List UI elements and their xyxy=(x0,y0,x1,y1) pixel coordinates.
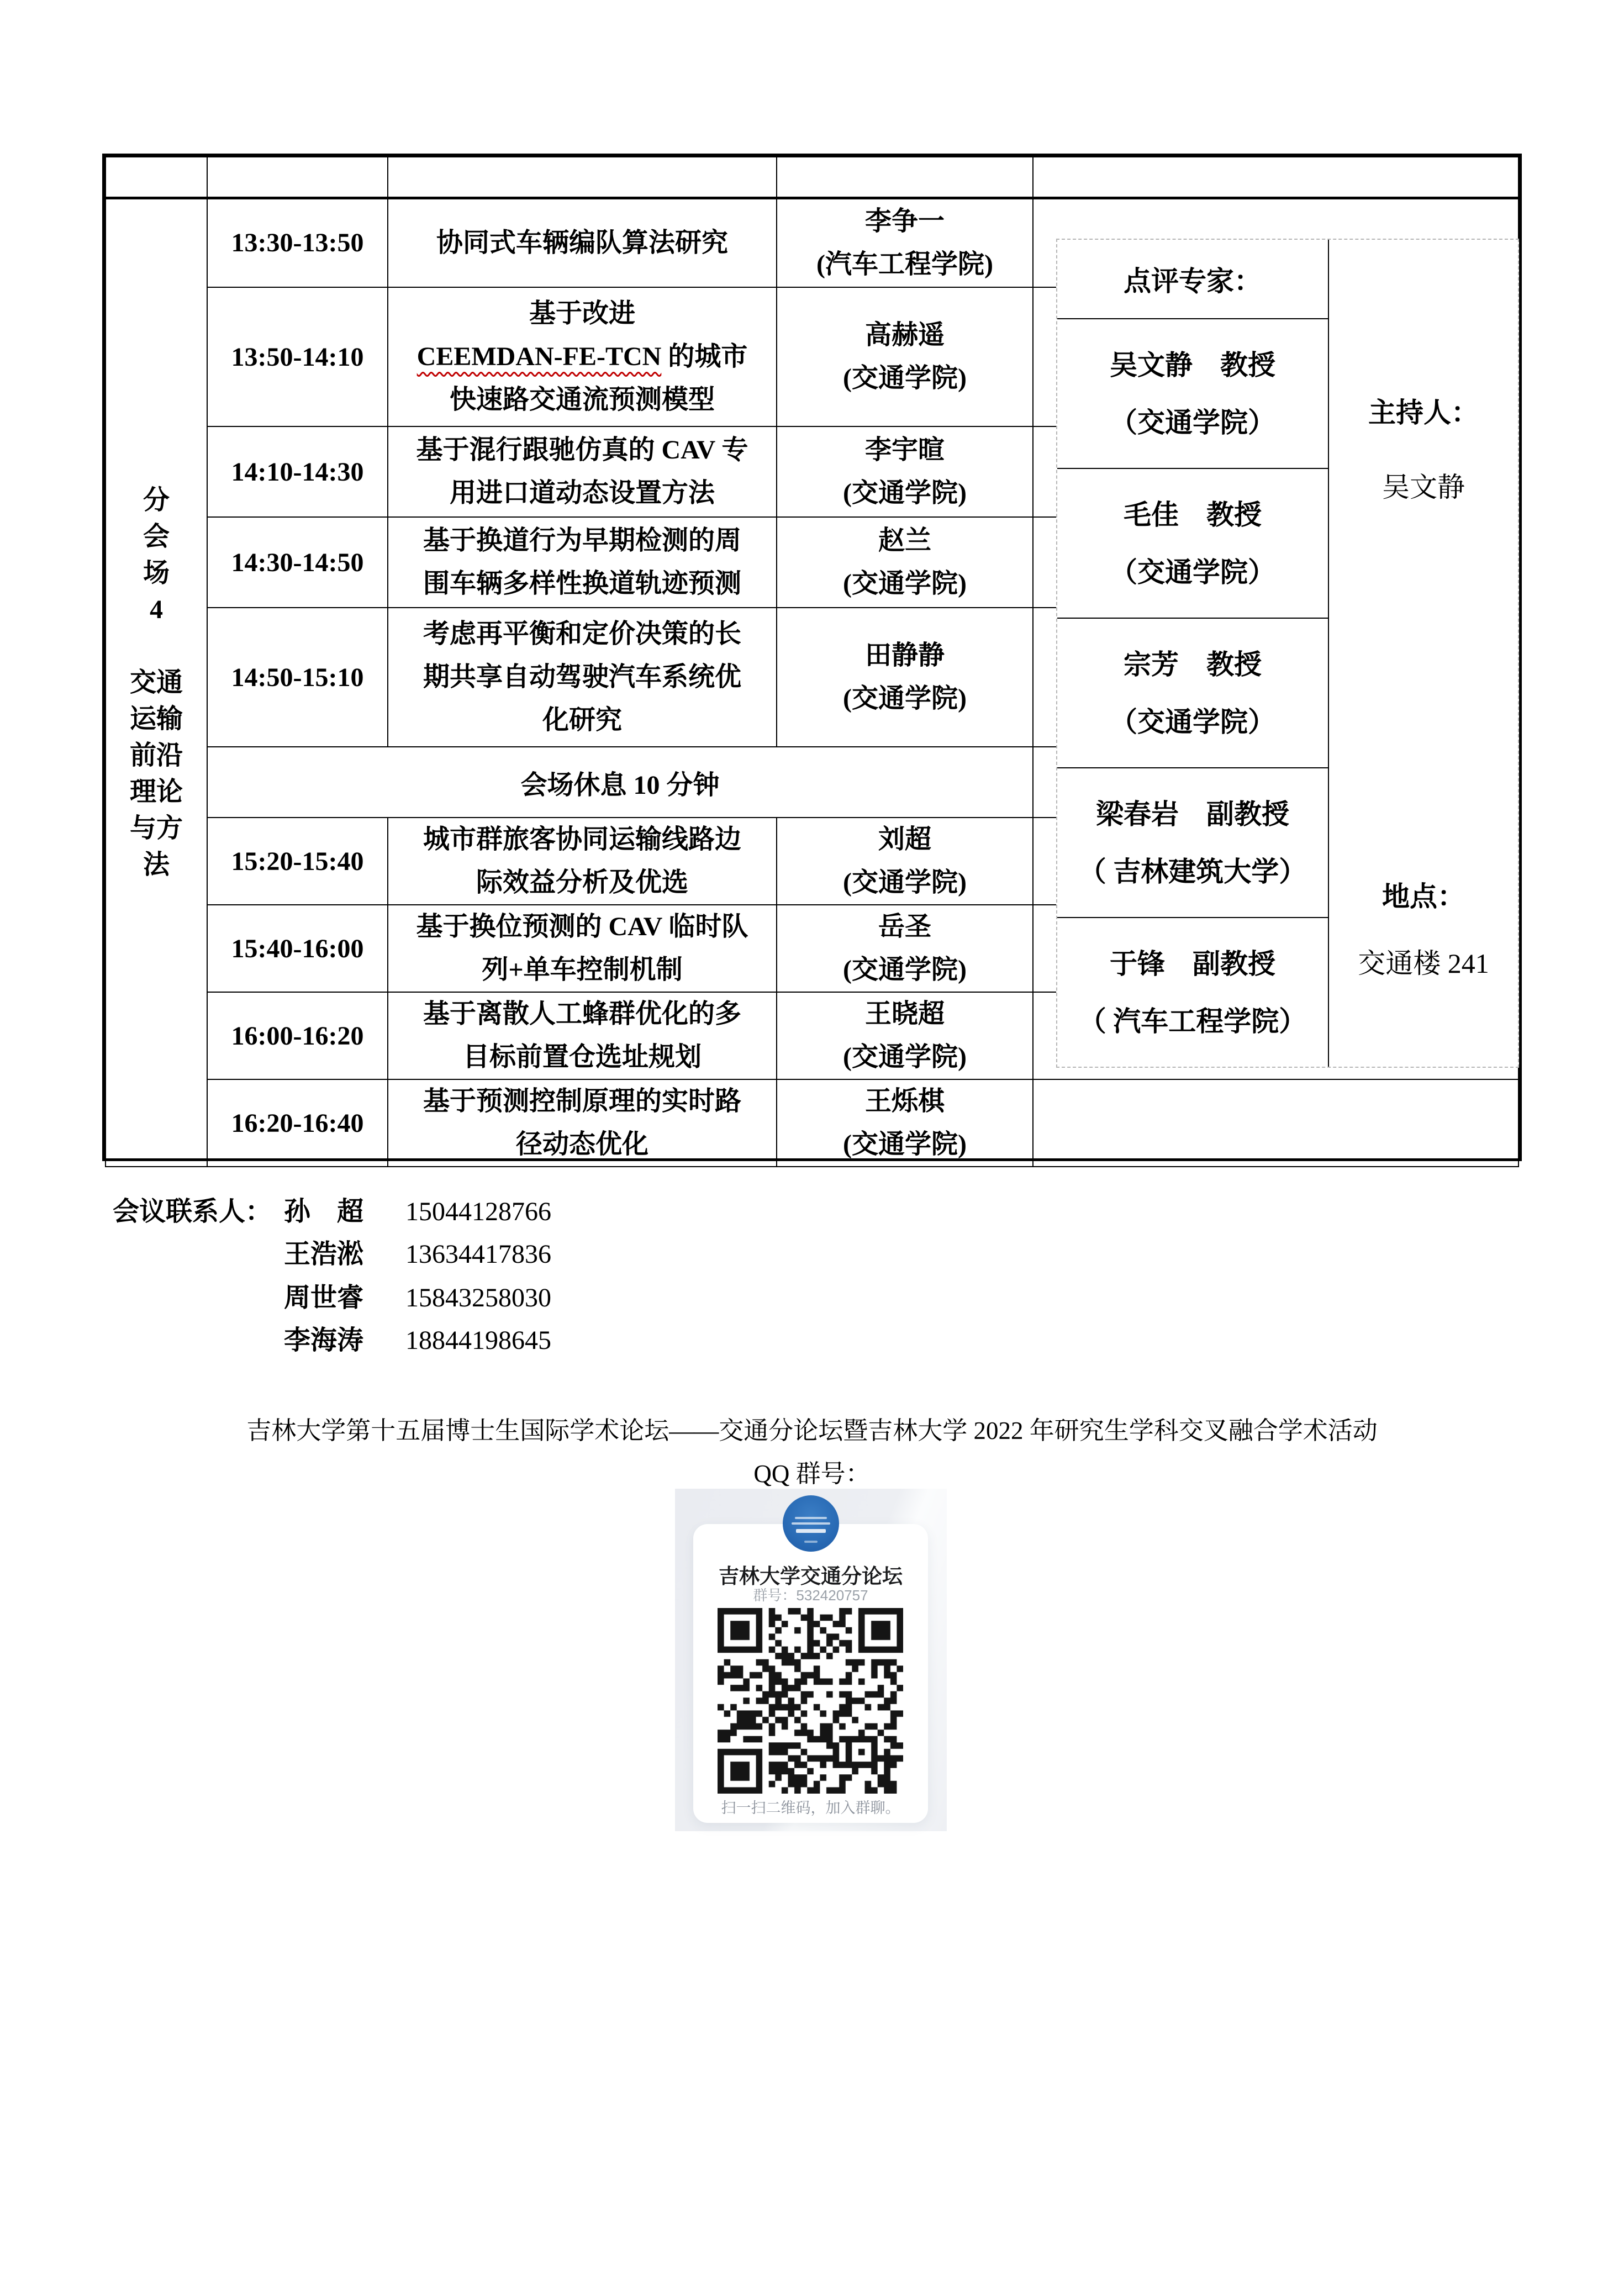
qr-card xyxy=(693,1524,928,1823)
contact-row xyxy=(0,1235,1624,1274)
host-name: 吴文静 xyxy=(1382,472,1465,503)
time-cell: 13:50-14:10 xyxy=(207,287,388,426)
continuation-empty-cell xyxy=(106,157,207,198)
time-cell: 14:50-15:10 xyxy=(207,608,388,747)
qr-screenshot-background xyxy=(675,1489,947,1831)
host-column xyxy=(1329,240,1518,1067)
continuation-empty-cell xyxy=(1033,157,1518,198)
contact-phone: 15843258030 xyxy=(405,1283,551,1312)
venue-value: 交通楼 241 xyxy=(1358,948,1489,979)
talk-title-cell: 基于换道行为早期检测的周 围车辆多样性换道轨迹预测 xyxy=(388,517,777,608)
time-cell: 15:20-15:40 xyxy=(207,818,388,905)
contact-name: 孙 超 xyxy=(284,1197,364,1226)
contact-name: 李海涛 xyxy=(284,1326,364,1355)
venue-label: 地点： xyxy=(1382,881,1465,912)
qr-group-number: 群号：532420757 xyxy=(753,1587,868,1604)
contacts-label: 会议联系人： xyxy=(113,1197,272,1226)
continuation-empty-cell xyxy=(777,157,1033,198)
contact-row xyxy=(0,1321,1624,1361)
talk-title-cell: 城市群旅客协同运输线路边 际效益分析及优选 xyxy=(388,818,777,905)
contact-row xyxy=(0,1192,1624,1232)
experts-header: 点评专家： xyxy=(1124,266,1262,297)
experts-column xyxy=(1057,240,1329,1067)
speaker-cell: 王烁棋 (交通学院) xyxy=(777,1079,1033,1167)
expert-item: 吴文静 教授 （交通学院） xyxy=(1057,318,1328,468)
continuation-empty-cell xyxy=(207,157,388,198)
session-break-cell: 会场休息 10 分钟 xyxy=(207,747,1033,818)
speaker-cell: 李争一 (汽车工程学院) xyxy=(777,198,1033,287)
continuation-empty-cell xyxy=(388,157,777,198)
expert-item: 于锋 副教授 （ 汽车工程学院） xyxy=(1057,917,1328,1067)
contact-phone: 18844198645 xyxy=(405,1326,551,1355)
time-cell: 14:30-14:50 xyxy=(207,517,388,608)
panel-backdrop-cell xyxy=(1033,1079,1518,1167)
experts-host-panel xyxy=(1056,239,1519,1068)
qr-card-title: 吉林大学交通分论坛 xyxy=(719,1565,903,1588)
time-cell: 15:40-16:00 xyxy=(207,905,388,992)
talk-title-cell: 考虑再平衡和定价决策的长 期共享自动驾驶汽车系统优 化研究 xyxy=(388,608,777,747)
speaker-cell: 李宇暄 (交通学院) xyxy=(777,426,1033,517)
speaker-cell: 高赫遥 (交通学院) xyxy=(777,287,1033,426)
qr-code xyxy=(718,1608,903,1794)
qr-caption: 扫一扫二维码，加入群聊。 xyxy=(721,1800,900,1816)
talk-title-cell: 基于混行跟驰仿真的 CAV 专 用进口道动态设置方法 xyxy=(388,426,777,517)
time-cell: 14:10-14:30 xyxy=(207,426,388,517)
expert-item: 梁春岩 副教授 （ 吉林建筑大学） xyxy=(1057,767,1328,917)
contact-name: 周世睿 xyxy=(284,1283,364,1312)
speaker-cell: 刘超 (交通学院) xyxy=(777,818,1033,905)
speaker-cell: 岳圣 (交通学院) xyxy=(777,905,1033,992)
speaker-cell: 赵兰 (交通学院) xyxy=(777,517,1033,608)
host-label: 主持人： xyxy=(1368,397,1479,428)
contact-phone: 13634417836 xyxy=(405,1240,551,1269)
expert-item: 宗芳 教授 （交通学院） xyxy=(1057,618,1328,767)
talk-title-cell: 基于预测控制原理的实时路 径动态优化 xyxy=(388,1079,777,1167)
time-cell: 16:20-16:40 xyxy=(207,1079,388,1167)
footer-line: 吉林大学第十五届博士生国际学术论坛——交通分论坛暨吉林大学 2022 年研究生学科交叉融合学术活动 xyxy=(246,1417,1378,1445)
contact-phone: 15044128766 xyxy=(405,1197,551,1226)
talk-title-cell: 基于离散人工蜂群优化的多 目标前置仓选址规划 xyxy=(388,992,777,1079)
session-label-cell xyxy=(106,198,207,1167)
qq-group-label: QQ 群号： xyxy=(753,1460,871,1488)
talk-title-cell: 基于换位预测的 CAV 临时队 列+单车控制机制 xyxy=(388,905,777,992)
expert-item: 毛佳 教授 （交通学院） xyxy=(1057,468,1328,618)
qq-group-avatar-icon xyxy=(783,1495,839,1552)
contact-name: 王浩淞 xyxy=(284,1240,364,1269)
time-cell: 16:00-16:20 xyxy=(207,992,388,1079)
contact-row xyxy=(0,1278,1624,1318)
time-cell: 13:30-13:50 xyxy=(207,198,388,287)
talk-title-cell: 协同式车辆编队算法研究 xyxy=(388,198,777,287)
speaker-cell: 王晓超 (交通学院) xyxy=(777,992,1033,1079)
talk-title-cell: 基于改进 CEEMDAN-FE-TCN 的城市 快速路交通流预测模型 xyxy=(388,287,777,426)
speaker-cell: 田静静 (交通学院) xyxy=(777,608,1033,747)
session-label: 分 会 场 4 交通 运输 前沿 理论 与方 法 xyxy=(129,485,183,879)
